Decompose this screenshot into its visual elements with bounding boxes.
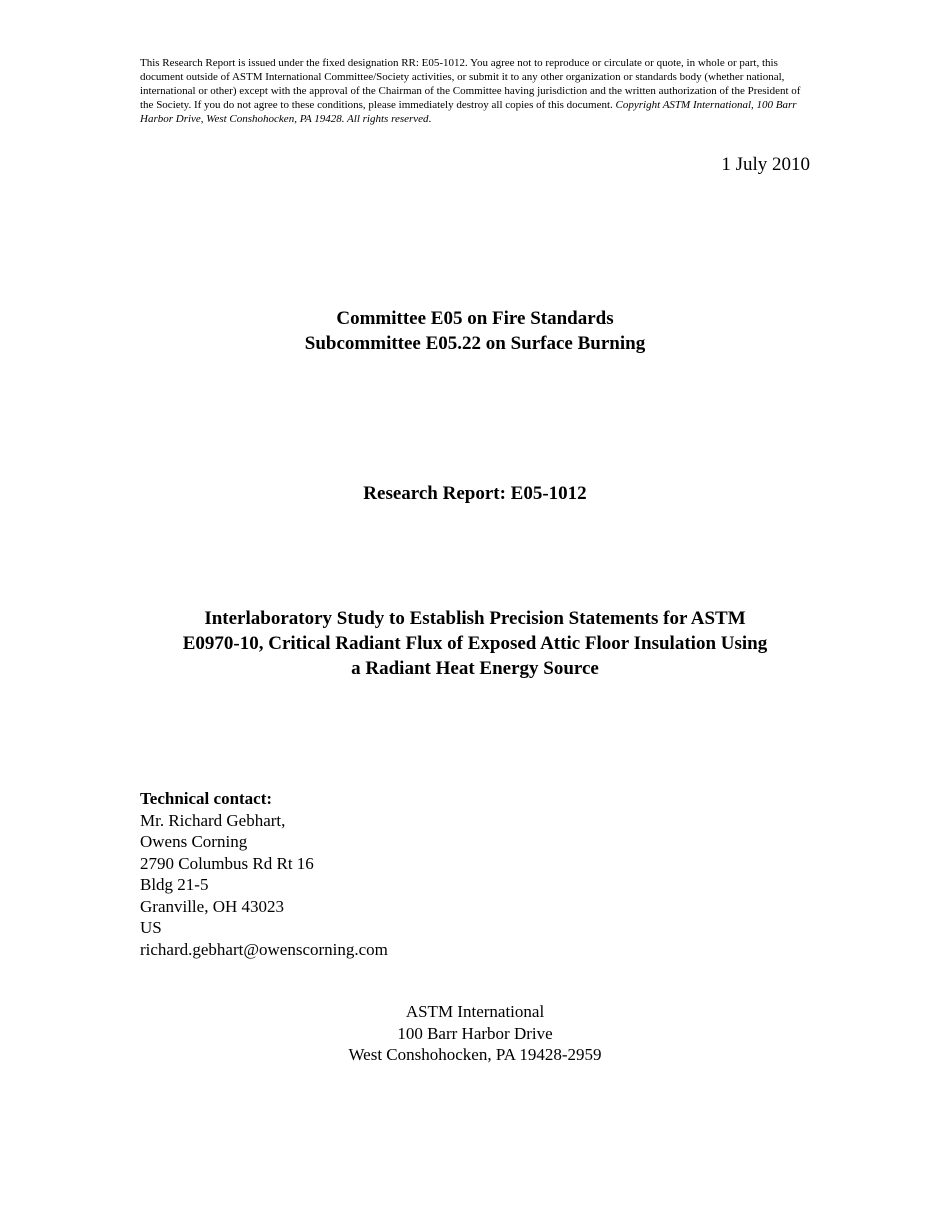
report-title-line: a Radiant Heat Energy Source: [351, 658, 599, 679]
report-title-line: Interlaboratory Study to Establish Precision Statements for ASTM: [204, 608, 746, 629]
report-title-line: E0970-10, Critical Radiant Flux of Exposed Attic Floor Insulation Using: [182, 633, 768, 654]
contact-country: US: [140, 918, 162, 937]
report-title: [130, 606, 820, 681]
publisher-street: 100 Barr Harbor Drive: [397, 1023, 553, 1043]
committee-heading: [120, 306, 830, 356]
contact-building: Bldg 21-5: [140, 875, 209, 894]
usage-notice-text: This Research Report is issued under the fixed designation RR: E05-1012. You agree not to reproduce or circulate or quote, in whole or part, this document outside of ASTM International Committee/Society activities, or submit it to any other organization or standards body (whether national, international or other) except with the approval of the Chairman of the Committee having jurisdiction and the written authorization of the President of the Society. If you do not agree to these conditions, please immediately destroy all copies of this document.: [140, 57, 801, 111]
copyright-text: Copyright ASTM International, 100 Barr Harbor Drive, West Conshohocken, PA 19428. All rights reserved: [140, 99, 797, 125]
contact-name: Mr. Richard Gebhart,: [140, 810, 286, 830]
technical-contact: [140, 788, 388, 960]
publisher-name: ASTM International: [405, 1002, 545, 1021]
report-date: 1 July 2010: [721, 154, 810, 175]
report-identifier: Research Report: E05-1012: [363, 483, 587, 504]
contact-city: Granville, OH 43023: [140, 896, 285, 916]
contact-street: 2790 Columbus Rd Rt 16: [140, 853, 314, 873]
contact-email: richard.gebhart@owenscorning.com: [140, 939, 388, 959]
committee-name: Committee E05 on Fire Standards: [336, 308, 614, 329]
subcommittee-name: Subcommittee E05.22 on Surface Burning: [304, 333, 646, 354]
usage-notice: This Research Report is issued under the fixed designation RR: E05-1012. You agree not to reproduce or circulate or quote, in whole or part, this document outside of ASTM International Committee/Society activities, or submit it to any other organization or standards body (whether national, international or other) except with the approval of the Chairman of the Committee having jurisdiction and the written authorization of the President of the Society. If you do not agree to these conditions, please immediately destroy all copies of this document. Copyright ASTM International, 100 Barr Harbor Drive, West Conshohocken, PA 19428. All rights reserved.: [140, 57, 801, 125]
publisher-address: [200, 1001, 750, 1066]
publisher-city: West Conshohocken, PA 19428-2959: [348, 1045, 602, 1064]
technical-contact-label: Technical contact:: [140, 789, 273, 808]
contact-organization: Owens Corning: [140, 832, 248, 851]
